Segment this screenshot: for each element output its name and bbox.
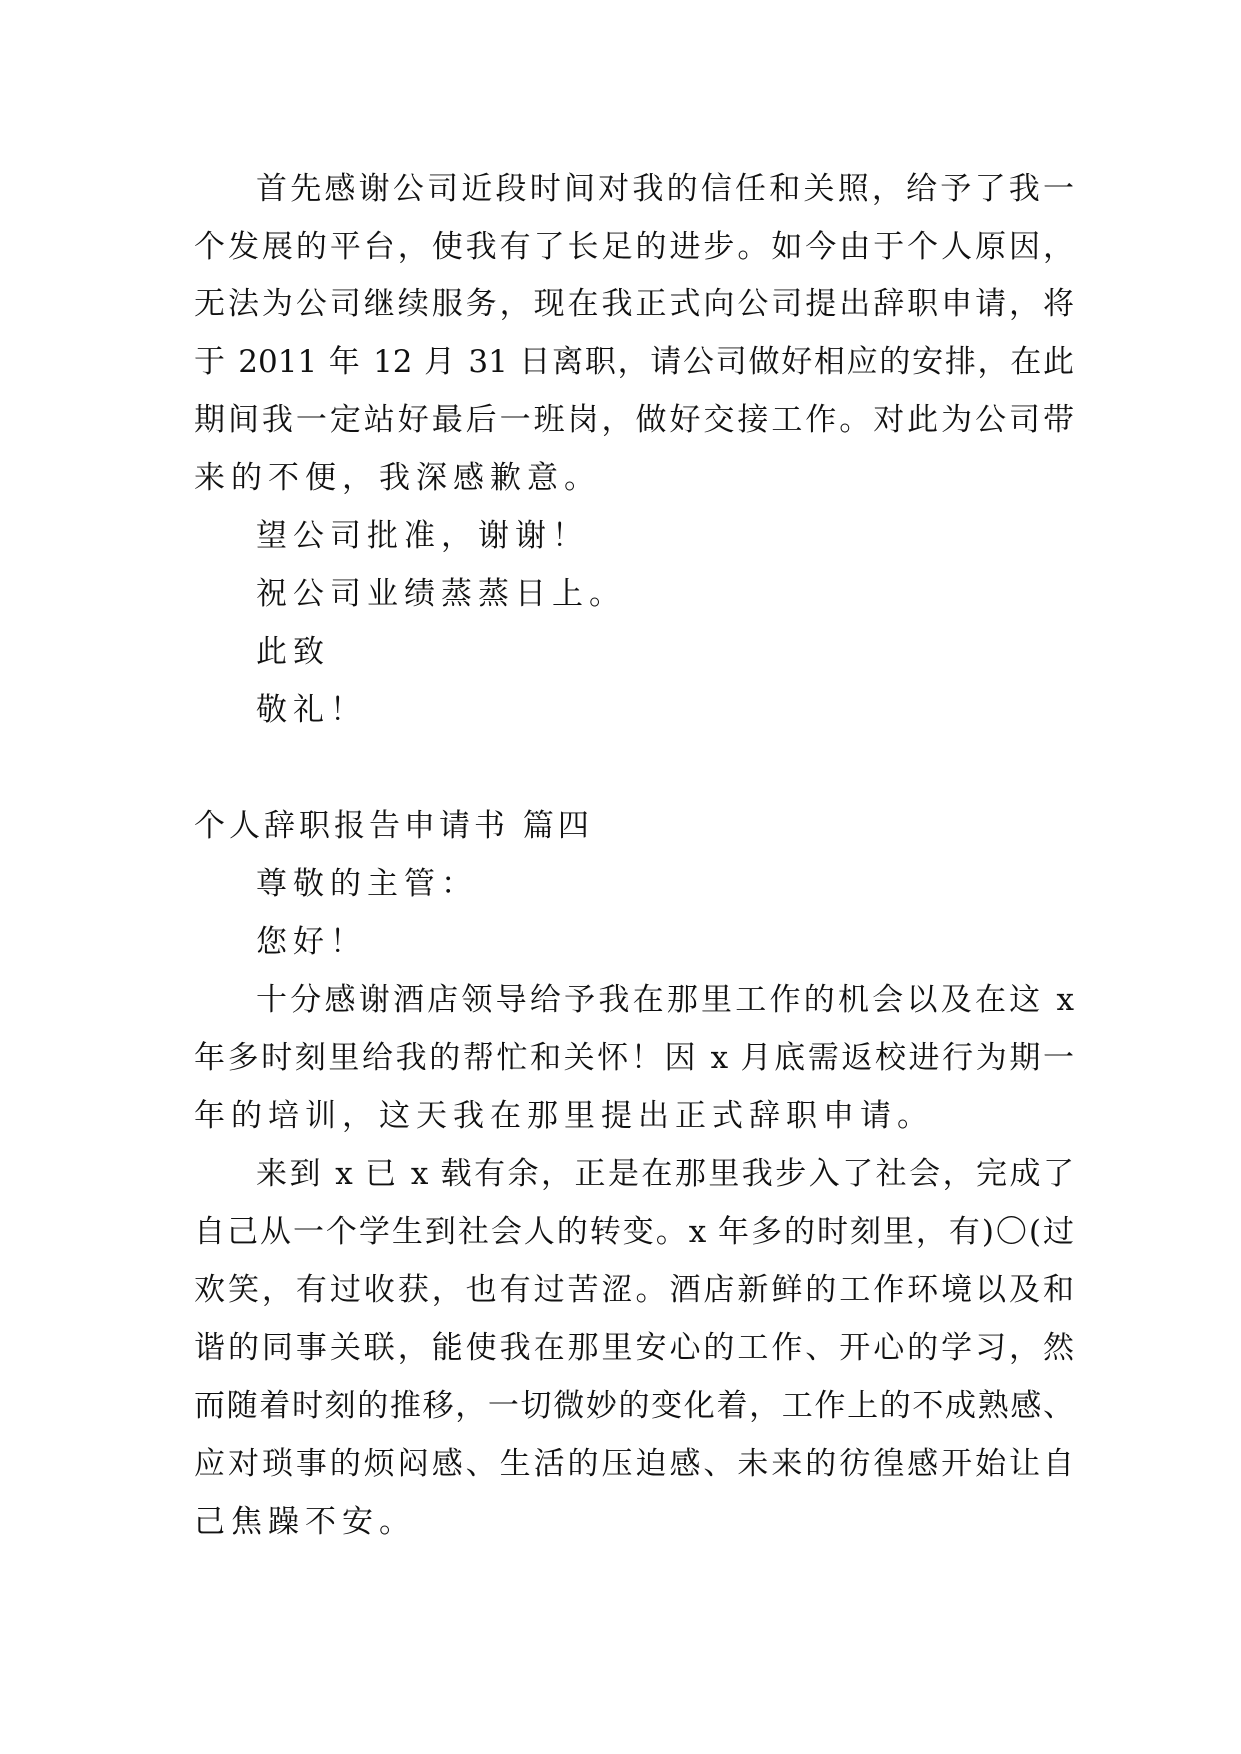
paragraph-line: 应对琐事的烦闷感、生活的压迫感、未来的彷徨感开始让自: [194, 1446, 1074, 1482]
paragraph-line: 无法为公司继续服务，现在我正式向公司提出辞职申请，将: [194, 286, 1074, 322]
paragraph-line: 来的不便，我深感歉意。: [194, 460, 601, 496]
paragraph-line: 而随着时刻的推移，一切微妙的变化着，工作上的不成熟感、: [194, 1388, 1074, 1424]
paragraph-line: 个发展的平台，使我有了长足的进步。如今由于个人原因，: [194, 229, 1074, 265]
paragraph-line: 年多时刻里给我的帮忙和关怀！因 x 月底需返校进行为期一: [194, 1040, 1074, 1076]
paragraph-line: 己焦躁不安。: [194, 1504, 416, 1540]
salutation-line: 尊敬的主管：: [256, 866, 478, 902]
greeting-line: 您好！: [256, 924, 367, 960]
closing-line: 敬礼！: [256, 692, 367, 728]
paragraph-line: 来到 x 已 x 载有余，正是在那里我步入了社会，完成了: [256, 1156, 1074, 1192]
wish-line: 祝公司业绩蒸蒸日上。: [256, 576, 626, 612]
paragraph-line: 首先感谢公司近段时间对我的信任和关照，给予了我一: [256, 171, 1074, 207]
section-heading: 个人辞职报告申请书 篇四: [194, 808, 593, 844]
closing-line: 此致: [256, 634, 330, 670]
paragraph-line: 期间我一定站好最后一班岗，做好交接工作。对此为公司带: [194, 402, 1074, 438]
paragraph-line: 自己从一个学生到社会人的转变。x 年多的时刻里，有)〇(过: [194, 1214, 1074, 1250]
paragraph-line: 十分感谢酒店领导给予我在那里工作的机会以及在这 x: [256, 982, 1074, 1018]
paragraph-line: 谐的同事关联，能使我在那里安心的工作、开心的学习，然: [194, 1330, 1074, 1366]
paragraph-line: 年的培训，这天我在那里提出正式辞职申请。: [194, 1098, 934, 1134]
paragraph-line: 欢笑，有过收获，也有过苦涩。酒店新鲜的工作环境以及和: [194, 1272, 1074, 1308]
approval-line: 望公司批准，谢谢！: [256, 518, 589, 554]
paragraph-line: 于 2011 年 12 月 31 日离职，请公司做好相应的安排，在此: [194, 344, 1074, 380]
